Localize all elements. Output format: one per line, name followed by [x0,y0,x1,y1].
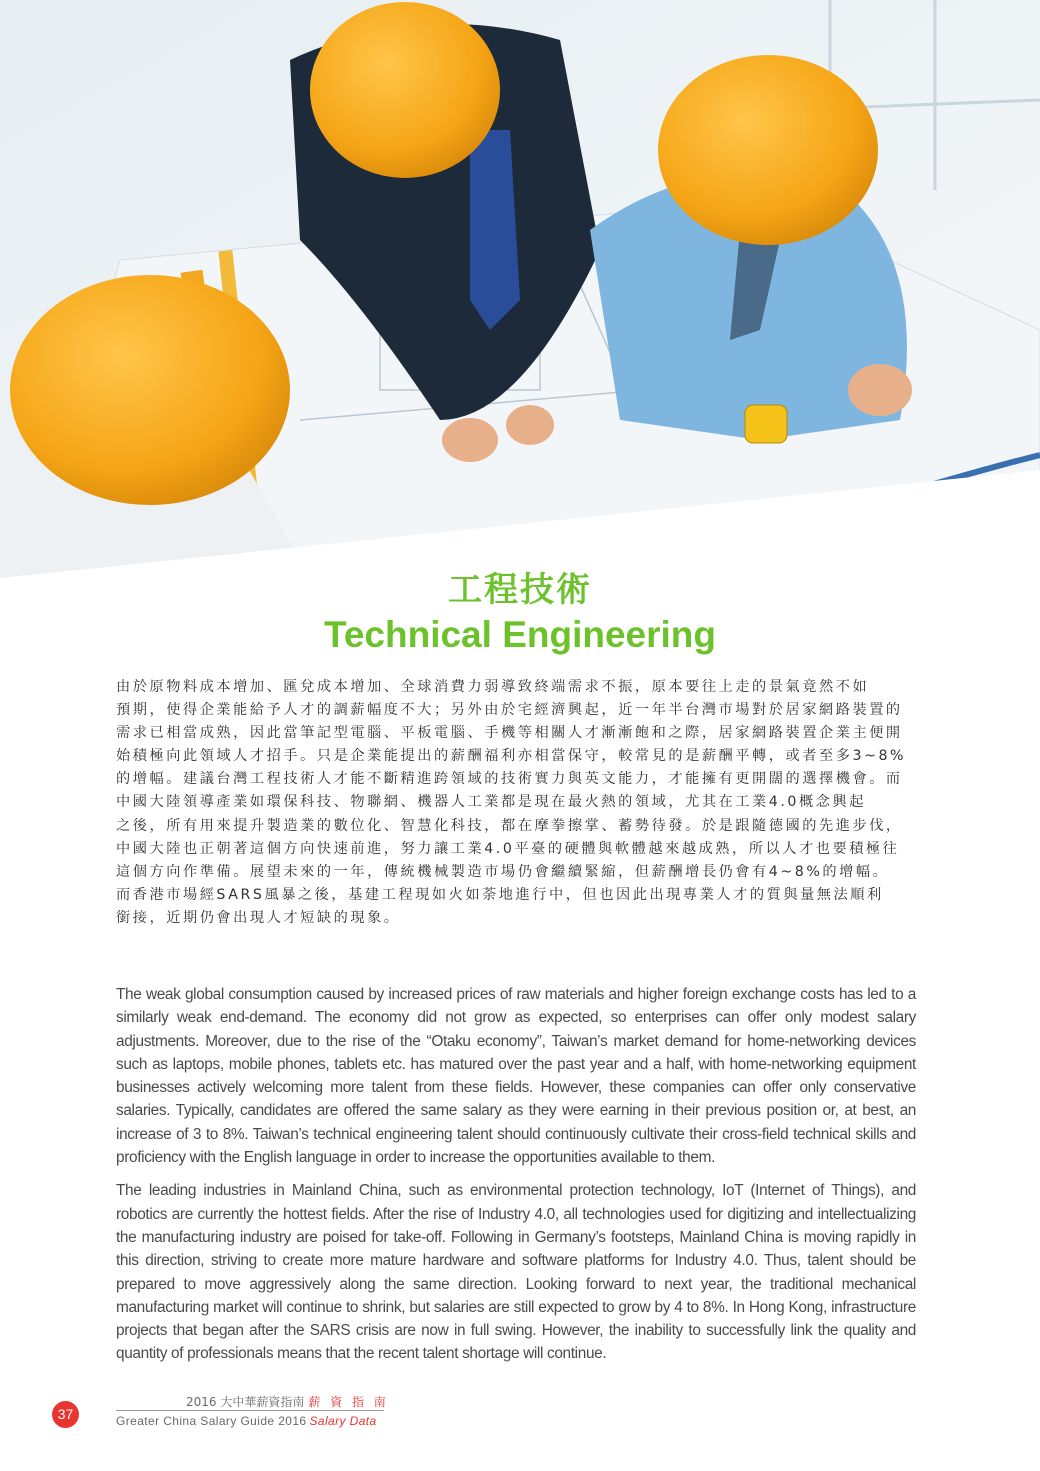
page-number-badge: 37 [52,1401,79,1428]
helmet-left [10,275,290,505]
english-body [116,983,916,1376]
hero-illustration [0,0,1040,580]
zh-line: 之後，所有用來提升製造業的數位化、智慧化科技，都在摩拳擦掌、蓄勢待發。於是跟隨德國的先進步伐， [116,817,903,834]
footer-section-en: Salary Data [309,1414,377,1428]
zh-line: 始積極向此領域人才招手。只是企業能提出的薪酬福利亦相當保守，較常見的是薪酬平轉，或者至多3~8% [116,748,907,765]
english-paragraph: The leading industries in Mainland China, such as environmental protection technology, IoT (Internet of Things), and robotics are currently the hottest fields. After the rise of Industry 4.0, all technologies used for digitizing and intellectualizing the manufacturing industry are poised for take-off. Following in Germany’s footsteps, Mainland China is moving rapidly in this direction, striving to create more mature hardware and software platforms for Industry 4.0. Thus, talent should be prepared to move aggressively along the same direction. Looking forward to next year, the traditional mechanical manufacturing market will continue to shrink, but salaries are still expected to grow by 4 to 8%. In Hong Kong, infrastructure projects that began after the SARS crisis are now in full swing. However, the inability to successfully link the quality and quantity of professionals means that the recent talent shortage will continue. [116,1182,916,1363]
chinese-body [116,676,916,930]
title-english: Technical Engineering [323,614,716,655]
footer-section-zh: 薪 資 指 南 [308,1395,389,1409]
zh-line: 這個方向作準備。展望未來的一年，傳統機械製造市場仍會繼續緊縮，但薪酬增長仍會有4~8%的增幅。 [116,863,890,880]
zh-line: 銜接，近期仍會出現人才短缺的現象。 [116,909,401,926]
zh-line: 預期，使得企業能給予人才的調薪幅度不大；另外由於宅經濟興起，近一年半台灣市場對於居家網路裝置的 [116,702,903,719]
zh-line: 的增幅。建議台灣工程技術人才能不斷精進跨領域的技術實力與英文能力，才能擁有更開闊的選擇機會。而 [116,771,903,788]
footer-divider [116,1410,384,1411]
page-heading [0,568,1040,656]
page-footer [0,1390,1040,1440]
hero-photo [0,0,1040,580]
zh-line: 由於原物料成本增加、匯兌成本增加、全球消費力弱導致終端需求不振，原本要往上走的景氣竟然不如 [116,679,870,695]
footer-guide-en: Greater China Salary Guide 2016 [116,1414,307,1428]
title-chinese: 工程技術 [448,570,592,610]
helmet-center [310,2,500,178]
helmet-right [658,55,878,245]
footer-guide-english [116,1414,377,1428]
footer-guide-zh: 2016 大中華薪資指南 [186,1395,305,1409]
zh-line: 而香港市場經SARS風暴之後，基建工程現如火如荼地進行中，但也因此出現專業人才的質與量無法順利 [116,886,884,903]
tape-measure [745,405,787,443]
footer-guide-chinese [186,1393,389,1410]
english-paragraph: The weak global consumption caused by increased prices of raw materials and higher foreign exchange costs has led to a similarly weak end-demand. The economy did not grow as expected, so enterprises can offer only modest salary adjustments. Moreover, due to the rise of the “Otaku economy”, Taiwan’s market demand for home-networking devices such as laptops, mobile phones, tablets etc. has matured over the past year and a half, with home-networking equipment businesses actively welcoming more talent from these fields. However, these companies can offer only conservative salaries. Typically, candidates are offered the same salary as they were earning in their previous position or, at best, an increase of 3 to 8%. Taiwan’s technical engineering talent should continuously cultivate their cross-field technical skills and proficiency with the English language in order to increase the opportunities available to them. [116,986,916,1167]
zh-line: 中國大陸領導產業如環保科技、物聯網、機器人工業都是現在最火熱的領域，尤其在工業4.0概念興起 [116,794,866,811]
zh-line: 中國大陸也正朝著這個方向快速前進，努力讓工業4.0平臺的硬體與軟體越來越成熟，所以人才也要積極往 [116,840,900,857]
zh-line: 需求已相當成熟，因此當筆記型電腦、平板電腦、手機等相關人才漸漸飽和之際，居家網路裝置企業主便開 [116,725,903,742]
